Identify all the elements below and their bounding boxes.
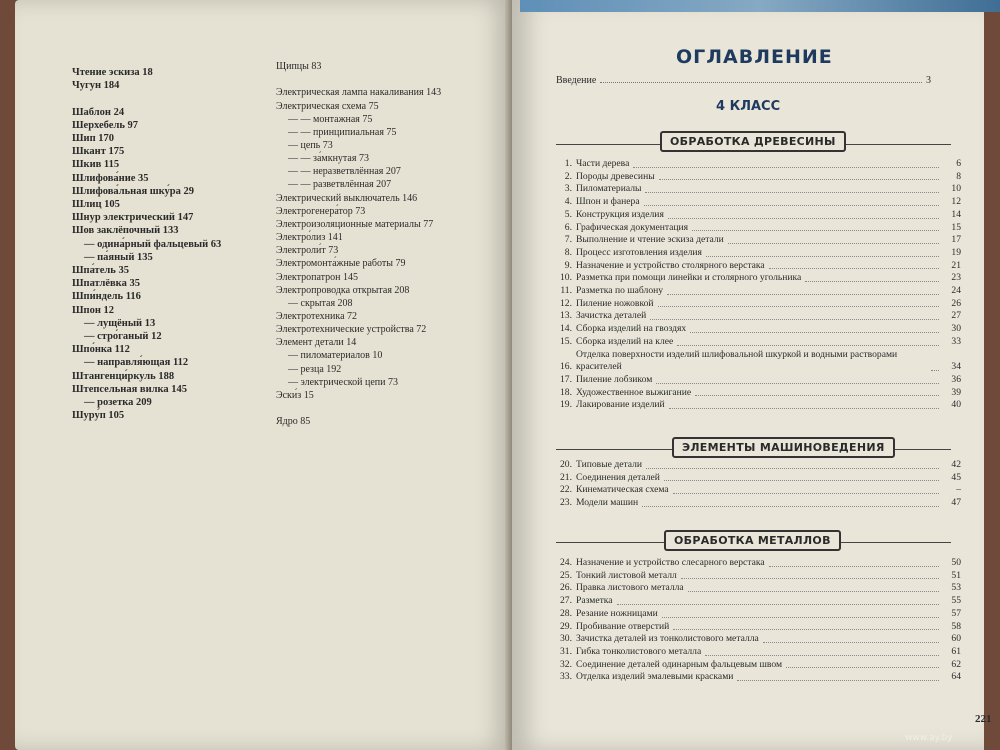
toc-entry-page: 55	[951, 595, 961, 607]
index-entry: — — разветвлённая 207	[288, 179, 392, 191]
toc-entry-page: 17	[951, 234, 961, 246]
index-entry: Шнур электрический 147	[72, 212, 194, 224]
dot-leader	[706, 256, 939, 257]
toc-entry	[556, 633, 961, 646]
dot-leader	[769, 268, 939, 269]
toc-entry-page: 58	[951, 620, 961, 632]
toc-entry	[556, 285, 961, 298]
toc-entry	[556, 171, 961, 184]
dot-leader	[688, 591, 939, 592]
index-entry: — пиломатериалов 10	[288, 350, 383, 362]
toc-intro-label: Введение	[556, 75, 597, 86]
toc-entry	[556, 484, 961, 497]
toc-entry-page: 36	[951, 373, 961, 385]
toc-entry-title: Отделка изделий эмалевыми красками	[576, 671, 734, 683]
index-entry: Электропроводка открытая 208	[276, 284, 410, 296]
index-entry: Шлиц 105	[72, 199, 120, 211]
toc-entry-number: 7.	[564, 234, 572, 246]
toc-entry	[556, 582, 961, 595]
toc-title: ОГЛАВЛЕНИЕ	[676, 46, 833, 68]
toc-entry-number: 3.	[564, 183, 572, 195]
index-entry: Электрогенера́тор 73	[276, 205, 366, 217]
index-entry: Шуру́п 105	[72, 410, 125, 422]
toc-entry	[556, 557, 961, 570]
index-column-2	[276, 60, 441, 428]
toc-section-wood	[556, 158, 961, 412]
index-entry: Шкив 115	[72, 159, 120, 171]
index-entry: Электрическая схема 75	[276, 100, 379, 112]
toc-entry-page: 40	[951, 399, 961, 411]
index-entry: Щипцы 83	[276, 61, 322, 72]
toc-entry-page: 8	[956, 170, 961, 182]
toc-entry-page: 10	[951, 183, 961, 195]
book-cover-edge	[520, 0, 1000, 12]
toc-entry-number: 23.	[560, 497, 572, 509]
toc-entry-page: 33	[951, 335, 961, 347]
toc-entry-page: 60	[951, 633, 961, 645]
index-entry: Шпа́тель 35	[72, 265, 129, 277]
dot-leader	[645, 192, 939, 193]
toc-entry-title: Соединение деталей одинарным фальцевым швом	[576, 658, 783, 670]
toc-entry-title: Породы древесины	[576, 170, 655, 182]
toc-entry-title: Назначение и устройство слесарного верстака	[576, 557, 765, 568]
toc-entry-number: 18.	[560, 386, 572, 398]
toc-entry-number: 14.	[560, 323, 572, 335]
index-entry: Чугун 184	[72, 80, 120, 92]
watermark: www.ay.by	[905, 733, 953, 743]
toc-entry-title: Тонкий листовой металл	[576, 569, 677, 581]
toc-entry-title: Разметка по шаблону	[576, 285, 664, 297]
index-gap	[276, 402, 441, 415]
toc-entry	[556, 310, 961, 323]
index-entry: — па́яный 135	[84, 251, 153, 263]
index-entry: — — принципиальная 75	[288, 126, 397, 138]
index-entry: Электротехнические устройства 72	[276, 324, 427, 336]
toc-entry-page: 45	[951, 471, 961, 483]
dot-leader	[668, 218, 939, 219]
index-entry: Шаблон 24	[72, 106, 125, 118]
dot-leader	[633, 167, 939, 168]
toc-entry-number: 13.	[560, 310, 572, 322]
toc-entry-page: 15	[951, 221, 961, 233]
dot-leader	[667, 294, 939, 295]
index-entry: Электромонта́жные работы 79	[276, 258, 406, 270]
toc-entry-title: Пиление ножовкой	[576, 297, 654, 309]
toc-entry-page: 42	[951, 459, 961, 470]
toc-entry	[556, 459, 961, 472]
toc-entry-number: 12.	[560, 297, 572, 309]
index-entry: — направля́ющая 112	[84, 357, 189, 369]
dot-leader	[644, 205, 939, 206]
toc-intro-row	[556, 75, 931, 86]
toc-entry-page: 51	[951, 569, 961, 581]
dot-leader	[705, 655, 939, 656]
dot-leader	[786, 667, 939, 668]
dot-leader	[659, 179, 939, 180]
index-entry: — — за́мкнутая 73	[288, 153, 369, 165]
index-entry: — — монтажная 75	[288, 113, 373, 125]
toc-entry	[556, 209, 961, 222]
toc-entry-number: 31.	[560, 645, 572, 657]
dot-leader	[600, 75, 922, 83]
dot-leader	[931, 370, 939, 371]
index-entry: Шлифова́ние 35	[72, 172, 149, 184]
toc-entry-page: 62	[951, 658, 961, 670]
toc-entry-title: Сборка изделий на клее	[576, 335, 674, 347]
toc-entry-number: 15.	[560, 335, 572, 347]
toc-entry-page: 6	[956, 158, 961, 169]
dot-leader	[692, 230, 939, 231]
section-heading-machines: ЭЛЕМЕНТЫ МАШИНОВЕДЕНИЯ	[672, 437, 895, 458]
toc-entry	[556, 497, 961, 510]
toc-entry-page: 50	[951, 557, 961, 568]
toc-entry-page: 47	[951, 497, 961, 509]
toc-entry-number: 11.	[560, 285, 572, 297]
toc-entry-title: Художественное выжигание	[576, 386, 692, 398]
toc-entry-number: 25.	[560, 569, 572, 581]
section-heading-wood: ОБРАБОТКА ДРЕВЕСИНЫ	[660, 131, 846, 152]
toc-entry	[556, 570, 961, 583]
toc-entry-number: 24.	[560, 557, 572, 568]
toc-entry-number: 10.	[560, 272, 572, 284]
index-column-1	[72, 66, 221, 422]
toc-entry-number: 32.	[560, 658, 572, 670]
dot-leader	[681, 578, 939, 579]
toc-entry-title: Выполнение и чтение эскиза детали	[576, 234, 724, 246]
toc-section-machines	[556, 459, 961, 510]
index-entry: Шерхебель 97	[72, 119, 139, 131]
section-heading-metals: ОБРАБОТКА МЕТАЛЛОВ	[664, 530, 841, 551]
toc-entry	[556, 621, 961, 634]
toc-section-metals	[556, 557, 961, 684]
index-entry: — лущёный 13	[84, 317, 156, 329]
index-entry: Ядро 85	[276, 416, 311, 428]
toc-entry-title: Графическая документация	[576, 221, 689, 233]
toc-entry-number: 30.	[560, 633, 572, 645]
toc-entry-number: 27.	[560, 595, 572, 607]
toc-entry-title: Соединения деталей	[576, 471, 660, 483]
toc-entry-title: Разметка	[576, 595, 613, 607]
index-gap	[276, 73, 441, 86]
toc-entry	[556, 298, 961, 311]
toc-entry-number: 20.	[560, 459, 572, 470]
toc-entry-number: 28.	[560, 607, 572, 619]
dot-leader	[669, 408, 939, 409]
toc-entry-number: 9.	[564, 259, 572, 271]
dot-leader	[642, 506, 939, 507]
toc-entry	[556, 646, 961, 659]
dot-leader	[617, 604, 939, 605]
index-entry: — электрической цепи 73	[288, 376, 398, 388]
toc-entry	[556, 222, 961, 235]
index-entry: — розетка 209	[84, 397, 152, 409]
toc-entry-title: Конструкция изделия	[576, 208, 664, 220]
toc-entry-title: Кинематическая схема	[576, 484, 669, 496]
toc-entry-title: Зачистка деталей из тонколистового металла	[576, 633, 759, 645]
grade-heading: 4 КЛАСС	[716, 99, 781, 114]
toc-entry	[556, 595, 961, 608]
index-entry: Шов заклёпочный 133	[72, 225, 179, 237]
index-entry: Штепсельная вилка 145	[72, 383, 188, 395]
toc-entry-title: Правка листового металла	[576, 582, 684, 594]
toc-entry-page: –	[956, 484, 961, 496]
toc-entry-number: 4.	[564, 196, 572, 208]
index-entry: — скрытая 208	[288, 297, 353, 309]
toc-entry-number: 6.	[564, 221, 572, 233]
toc-entry-number: 16.	[560, 361, 572, 373]
index-entry: Электрическая лампа накаливания 143	[276, 87, 442, 99]
index-entry: Шпи́ндель 116	[72, 291, 141, 303]
toc-entry	[556, 374, 961, 387]
index-entry: Электрический выключатель 146	[276, 192, 418, 204]
toc-entry-title: Модели машин	[576, 497, 639, 509]
page-number: 221	[975, 713, 992, 725]
dot-leader	[650, 319, 939, 320]
toc-entry-page: 12	[951, 196, 961, 208]
index-entry: Шип 170	[72, 133, 115, 144]
index-entry: — стро́ганый 12	[84, 331, 162, 343]
index-entry: Электро́лиз 141	[276, 232, 343, 244]
toc-entry-page: 30	[951, 323, 961, 335]
toc-entry-page: 14	[951, 208, 961, 220]
dot-leader	[695, 395, 939, 396]
toc-entry-page: 19	[951, 246, 961, 258]
toc-entry-title: Сборка изделий на гвоздях	[576, 323, 687, 335]
index-entry: — одина́рный фальцевый 63	[84, 238, 222, 250]
toc-entry-number: 17.	[560, 373, 572, 385]
toc-entry-number: 2.	[564, 170, 572, 182]
dot-leader	[673, 493, 939, 494]
toc-entry-page: 34	[951, 361, 961, 373]
toc-entry-page: 53	[951, 582, 961, 594]
index-entry: Шпон 12	[72, 304, 115, 316]
index-entry: Шкант 175	[72, 146, 125, 158]
dot-leader	[805, 281, 939, 282]
toc-entry	[556, 158, 961, 171]
toc-entry-title: Типовые детали	[576, 459, 643, 470]
toc-intro-page: 3	[926, 75, 931, 86]
index-entry: Эски́з 15	[276, 389, 314, 401]
toc-entry	[556, 671, 961, 684]
toc-entry-title: Резание ножницами	[576, 607, 658, 619]
toc-entry-page: 21	[951, 259, 961, 271]
dot-leader	[769, 566, 939, 567]
toc-entry	[556, 323, 961, 336]
toc-entry-page: 27	[951, 310, 961, 322]
index-entry: Электроизоляционные материалы 77	[276, 218, 434, 230]
toc-entry-title: Отделка поверхности изделий шлифовальной шкуркой и водными растворами красителей	[576, 348, 898, 373]
toc-entry	[556, 399, 961, 412]
toc-entry	[556, 472, 961, 485]
index-entry: — — неразветвлённая 207	[288, 166, 401, 178]
toc-entry-title: Пробивание отверстий	[576, 620, 670, 632]
toc-entry-title: Зачистка деталей	[576, 310, 647, 322]
index-entry: Электроли́т 73	[276, 245, 339, 257]
toc-entry	[556, 387, 961, 400]
toc-entry-number: 19.	[560, 399, 572, 411]
index-entry: Электротехника 72	[276, 311, 358, 322]
toc-entry-title: Пиление лобзиком	[576, 373, 653, 385]
index-entry: Шлифова́льная шку́ра 29	[72, 185, 195, 197]
toc-entry-title: Разметка при помощи линейки и столярного угольника	[576, 272, 802, 284]
toc-entry-number: 21.	[560, 471, 572, 483]
toc-entry-number: 1.	[564, 158, 572, 169]
toc-entry-number: 33.	[560, 671, 572, 683]
toc-entry	[556, 659, 961, 672]
toc-entry-title: Лакирование изделий	[576, 399, 665, 411]
toc-entry-title: Шпон и фанера	[576, 196, 640, 208]
toc-entry	[556, 196, 961, 209]
dot-leader	[737, 680, 939, 681]
toc-entry-page: 57	[951, 607, 961, 619]
dot-leader	[658, 306, 939, 307]
index-entry: — резца 192	[288, 363, 342, 375]
toc-entry-title: Пиломатериалы	[576, 183, 642, 195]
toc-entry-number: 22.	[560, 484, 572, 496]
toc-entry-page: 64	[951, 671, 961, 683]
dot-leader	[656, 383, 939, 384]
index-gap	[72, 92, 221, 105]
index-entry: Электропатрон 145	[276, 271, 358, 283]
toc-entry-page: 23	[951, 272, 961, 284]
index-entry: — цепь 73	[288, 139, 333, 151]
toc-entry-number: 5.	[564, 208, 572, 220]
dot-leader	[646, 468, 939, 469]
toc-entry	[556, 183, 961, 196]
index-entry: Шпо́нка 112	[72, 344, 130, 356]
dot-leader	[763, 642, 939, 643]
index-entry: Шпатлёвка 35	[72, 278, 140, 290]
toc-entry	[556, 349, 961, 374]
toc-entry	[556, 336, 961, 349]
toc-entry-page: 24	[951, 285, 961, 297]
toc-entry	[556, 608, 961, 621]
toc-entry-number: 26.	[560, 582, 572, 594]
toc-entry	[556, 247, 961, 260]
toc-entry-title: Гибка тонколистового металла	[576, 645, 702, 657]
toc-entry-page: 39	[951, 386, 961, 398]
toc-entry	[556, 260, 961, 273]
toc-entry-number: 8.	[564, 246, 572, 258]
toc-entry-number: 29.	[560, 620, 572, 632]
index-entry: Элемент детали 14	[276, 337, 357, 349]
dot-leader	[728, 243, 939, 244]
toc-entry-title: Процесс изготовления изделия	[576, 246, 702, 258]
dot-leader	[664, 480, 939, 481]
toc-entry	[556, 234, 961, 247]
toc-entry-page: 26	[951, 297, 961, 309]
toc-entry-page: 61	[951, 645, 961, 657]
index-entry: Штангенци́ркуль 188	[72, 370, 175, 382]
index-entry: Чтение эскиза 18	[72, 67, 153, 78]
toc-entry	[556, 272, 961, 285]
dot-leader	[662, 617, 939, 618]
toc-entry-title: Части дерева	[576, 158, 630, 169]
toc-entry-title: Назначение и устройство столярного верстака	[576, 259, 765, 271]
dot-leader	[677, 345, 939, 346]
dot-leader	[673, 629, 939, 630]
dot-leader	[690, 332, 939, 333]
